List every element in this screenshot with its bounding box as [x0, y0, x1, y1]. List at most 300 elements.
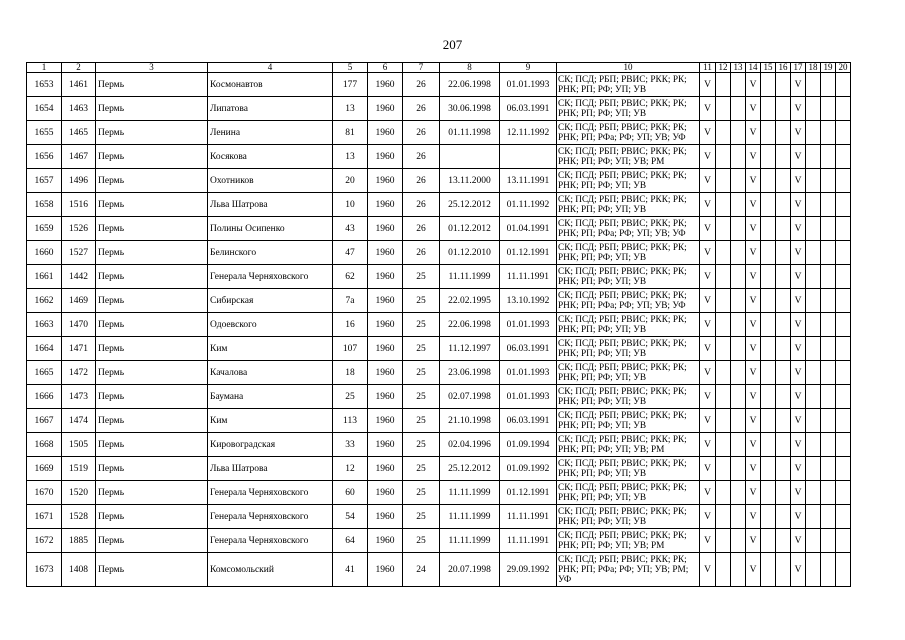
mark-cell-13	[731, 121, 746, 145]
row-number: 1662	[27, 289, 62, 313]
date-cell	[440, 145, 500, 169]
code-cell: 25	[403, 505, 440, 529]
date-cell-2: 01.11.1992	[500, 193, 557, 217]
mark-cell-15	[761, 313, 776, 337]
mark-cell-16	[776, 169, 791, 193]
date-cell: 20.07.1998	[440, 553, 500, 587]
mark-cell-14: V	[746, 241, 761, 265]
mark-cell-15	[761, 73, 776, 97]
mark-cell-14: V	[746, 409, 761, 433]
row-number: 1659	[27, 217, 62, 241]
code-cell: 25	[403, 289, 440, 313]
city-cell: Пермь	[96, 529, 208, 553]
mark-cell-18	[806, 457, 821, 481]
column-header-8: 8	[440, 63, 500, 73]
mark-cell-15	[761, 97, 776, 121]
column-header-9: 9	[500, 63, 557, 73]
house-number: 107	[333, 337, 368, 361]
mark-cell-18	[806, 169, 821, 193]
table-row	[27, 169, 851, 193]
codes-cell: СК; ПСД; РБП; РВИС; РКК; РК; РНК; РП; РФа; РФ; УП; УВ; УФ	[557, 289, 700, 313]
codes-cell: СК; ПСД; РБП; РВИС; РКК; РК; РНК; РП; РФ; УП; УВ	[557, 505, 700, 529]
code-cell: 26	[403, 73, 440, 97]
table-row	[27, 457, 851, 481]
mark-cell-18	[806, 289, 821, 313]
code-cell: 26	[403, 193, 440, 217]
mark-cell-19	[821, 121, 836, 145]
mark-cell-17: V	[791, 217, 806, 241]
mark-cell-18	[806, 433, 821, 457]
mark-cell-19	[821, 337, 836, 361]
mark-cell-18	[806, 97, 821, 121]
year-cell: 1960	[368, 457, 403, 481]
mark-cell-12	[716, 481, 731, 505]
row-number: 1669	[27, 457, 62, 481]
year-cell: 1960	[368, 289, 403, 313]
date-cell-2: 01.09.1992	[500, 457, 557, 481]
mark-cell-14: V	[746, 145, 761, 169]
mark-cell-16	[776, 385, 791, 409]
mark-cell-15	[761, 457, 776, 481]
record-id: 1469	[62, 289, 96, 313]
record-id: 1465	[62, 121, 96, 145]
mark-cell-17: V	[791, 361, 806, 385]
house-number: 43	[333, 217, 368, 241]
house-number: 13	[333, 145, 368, 169]
column-header-3: 3	[96, 63, 208, 73]
registry-table	[26, 62, 851, 587]
record-id: 1473	[62, 385, 96, 409]
year-cell: 1960	[368, 121, 403, 145]
date-cell-2: 13.10.1992	[500, 289, 557, 313]
date-cell-2: 01.12.1991	[500, 241, 557, 265]
table-row	[27, 529, 851, 553]
year-cell: 1960	[368, 529, 403, 553]
mark-cell-20	[836, 169, 851, 193]
mark-cell-15	[761, 145, 776, 169]
mark-cell-13	[731, 217, 746, 241]
date-cell-2: 01.01.1993	[500, 361, 557, 385]
mark-cell-17: V	[791, 505, 806, 529]
row-number: 1654	[27, 97, 62, 121]
column-header-11: 11	[700, 63, 716, 73]
mark-cell-11: V	[700, 385, 716, 409]
record-id: 1528	[62, 505, 96, 529]
table-row	[27, 505, 851, 529]
house-number: 33	[333, 433, 368, 457]
mark-cell-14: V	[746, 433, 761, 457]
date-cell-2: 01.09.1994	[500, 433, 557, 457]
mark-cell-11: V	[700, 481, 716, 505]
mark-cell-20	[836, 505, 851, 529]
mark-cell-18	[806, 145, 821, 169]
street-cell: Комсомольский	[208, 553, 333, 587]
mark-cell-12	[716, 193, 731, 217]
city-cell: Пермь	[96, 217, 208, 241]
row-number: 1660	[27, 241, 62, 265]
record-id: 1496	[62, 169, 96, 193]
table-row	[27, 553, 851, 587]
mark-cell-15	[761, 529, 776, 553]
city-cell: Пермь	[96, 313, 208, 337]
mark-cell-13	[731, 361, 746, 385]
mark-cell-18	[806, 265, 821, 289]
date-cell: 11.11.1999	[440, 505, 500, 529]
mark-cell-20	[836, 241, 851, 265]
mark-cell-15	[761, 481, 776, 505]
mark-cell-11: V	[700, 145, 716, 169]
code-cell: 26	[403, 97, 440, 121]
code-cell: 26	[403, 145, 440, 169]
row-number: 1673	[27, 553, 62, 587]
mark-cell-17: V	[791, 481, 806, 505]
street-cell: Ким	[208, 337, 333, 361]
code-cell: 25	[403, 481, 440, 505]
date-cell: 25.12.2012	[440, 457, 500, 481]
mark-cell-15	[761, 217, 776, 241]
mark-cell-19	[821, 73, 836, 97]
mark-cell-12	[716, 217, 731, 241]
city-cell: Пермь	[96, 385, 208, 409]
city-cell: Пермь	[96, 265, 208, 289]
street-cell: Одоевского	[208, 313, 333, 337]
house-number: 62	[333, 265, 368, 289]
date-cell: 11.11.1999	[440, 265, 500, 289]
mark-cell-16	[776, 121, 791, 145]
row-number: 1664	[27, 337, 62, 361]
mark-cell-15	[761, 289, 776, 313]
mark-cell-18	[806, 385, 821, 409]
date-cell: 11.12.1997	[440, 337, 500, 361]
mark-cell-16	[776, 241, 791, 265]
street-cell: Космонавтов	[208, 73, 333, 97]
codes-cell: СК; ПСД; РБП; РВИС; РКК; РК; РНК; РП; РФ; УП; УВ	[557, 241, 700, 265]
table-row	[27, 361, 851, 385]
mark-cell-18	[806, 361, 821, 385]
record-id: 1519	[62, 457, 96, 481]
date-cell: 01.11.1998	[440, 121, 500, 145]
mark-cell-13	[731, 337, 746, 361]
mark-cell-17: V	[791, 289, 806, 313]
date-cell: 25.12.2012	[440, 193, 500, 217]
mark-cell-17: V	[791, 313, 806, 337]
mark-cell-16	[776, 313, 791, 337]
mark-cell-19	[821, 553, 836, 587]
record-id: 1526	[62, 217, 96, 241]
mark-cell-11: V	[700, 361, 716, 385]
mark-cell-12	[716, 121, 731, 145]
mark-cell-17: V	[791, 265, 806, 289]
table-row	[27, 217, 851, 241]
mark-cell-13	[731, 289, 746, 313]
codes-cell: СК; ПСД; РБП; РВИС; РКК; РК; РНК; РП; РФа; РФ; УП; УВ; УФ	[557, 217, 700, 241]
mark-cell-17: V	[791, 73, 806, 97]
street-cell: Баумана	[208, 385, 333, 409]
table-row	[27, 121, 851, 145]
date-cell: 22.06.1998	[440, 313, 500, 337]
date-cell: 11.11.1999	[440, 481, 500, 505]
mark-cell-20	[836, 529, 851, 553]
mark-cell-15	[761, 265, 776, 289]
mark-cell-13	[731, 529, 746, 553]
mark-cell-13	[731, 457, 746, 481]
mark-cell-18	[806, 217, 821, 241]
date-cell: 01.12.2012	[440, 217, 500, 241]
mark-cell-15	[761, 121, 776, 145]
row-number: 1663	[27, 313, 62, 337]
mark-cell-12	[716, 553, 731, 587]
year-cell: 1960	[368, 361, 403, 385]
codes-cell: СК; ПСД; РБП; РВИС; РКК; РК; РНК; РП; РФ; УП; УВ; РМ	[557, 529, 700, 553]
year-cell: 1960	[368, 481, 403, 505]
column-header-6: 6	[368, 63, 403, 73]
date-cell: 22.06.1998	[440, 73, 500, 97]
mark-cell-16	[776, 73, 791, 97]
mark-cell-19	[821, 241, 836, 265]
mark-cell-20	[836, 217, 851, 241]
codes-cell: СК; ПСД; РБП; РВИС; РКК; РК; РНК; РП; РФ; УП; УВ	[557, 313, 700, 337]
house-number: 113	[333, 409, 368, 433]
mark-cell-13	[731, 505, 746, 529]
street-cell: Льва Шатрова	[208, 457, 333, 481]
mark-cell-16	[776, 553, 791, 587]
codes-cell: СК; ПСД; РБП; РВИС; РКК; РК; РНК; РП; РФ; УП; УВ	[557, 457, 700, 481]
mark-cell-20	[836, 265, 851, 289]
date-cell-2: 01.01.1993	[500, 73, 557, 97]
house-number: 7а	[333, 289, 368, 313]
year-cell: 1960	[368, 553, 403, 587]
table-body	[27, 63, 851, 587]
column-header-1: 1	[27, 63, 62, 73]
date-cell-2: 01.12.1991	[500, 481, 557, 505]
column-header-17: 17	[791, 63, 806, 73]
codes-cell: СК; ПСД; РБП; РВИС; РКК; РК; РНК; РП; РФ; УП; УВ	[557, 169, 700, 193]
street-cell: Охотников	[208, 169, 333, 193]
street-cell: Косякова	[208, 145, 333, 169]
mark-cell-18	[806, 505, 821, 529]
city-cell: Пермь	[96, 121, 208, 145]
codes-cell: СК; ПСД; РБП; РВИС; РКК; РК; РНК; РП; РФ; УП; УВ	[557, 97, 700, 121]
mark-cell-14: V	[746, 121, 761, 145]
record-id: 1474	[62, 409, 96, 433]
mark-cell-17: V	[791, 457, 806, 481]
mark-cell-11: V	[700, 505, 716, 529]
date-cell-2: 13.11.1991	[500, 169, 557, 193]
mark-cell-15	[761, 385, 776, 409]
record-id: 1505	[62, 433, 96, 457]
city-cell: Пермь	[96, 145, 208, 169]
house-number: 41	[333, 553, 368, 587]
page-number: 207	[442, 37, 463, 52]
mark-cell-11: V	[700, 337, 716, 361]
mark-cell-13	[731, 409, 746, 433]
mark-cell-17: V	[791, 337, 806, 361]
row-number: 1653	[27, 73, 62, 97]
row-number: 1655	[27, 121, 62, 145]
street-cell: Кировоградская	[208, 433, 333, 457]
code-cell: 26	[403, 169, 440, 193]
mark-cell-18	[806, 121, 821, 145]
mark-cell-16	[776, 457, 791, 481]
street-cell: Генерала Черняховского	[208, 529, 333, 553]
mark-cell-12	[716, 73, 731, 97]
column-header-2: 2	[62, 63, 96, 73]
record-id: 1442	[62, 265, 96, 289]
mark-cell-19	[821, 433, 836, 457]
record-id: 1470	[62, 313, 96, 337]
mark-cell-19	[821, 265, 836, 289]
mark-cell-16	[776, 505, 791, 529]
codes-cell: СК; ПСД; РБП; РВИС; РКК; РК; РНК; РП; РФ; УП; УВ; РМ	[557, 433, 700, 457]
header-row	[27, 63, 851, 73]
street-cell: Ким	[208, 409, 333, 433]
street-cell: Льва Шатрова	[208, 193, 333, 217]
mark-cell-14: V	[746, 73, 761, 97]
codes-cell: СК; ПСД; РБП; РВИС; РКК; РК; РНК; РП; РФ; УП; УВ	[557, 265, 700, 289]
mark-cell-16	[776, 433, 791, 457]
mark-cell-15	[761, 241, 776, 265]
mark-cell-14: V	[746, 337, 761, 361]
mark-cell-13	[731, 241, 746, 265]
mark-cell-12	[716, 409, 731, 433]
table-row	[27, 289, 851, 313]
city-cell: Пермь	[96, 73, 208, 97]
mark-cell-11: V	[700, 241, 716, 265]
date-cell-2: 01.01.1993	[500, 385, 557, 409]
house-number: 20	[333, 169, 368, 193]
date-cell-2: 11.11.1991	[500, 505, 557, 529]
row-number: 1670	[27, 481, 62, 505]
code-cell: 25	[403, 337, 440, 361]
date-cell: 22.02.1995	[440, 289, 500, 313]
mark-cell-20	[836, 145, 851, 169]
city-cell: Пермь	[96, 553, 208, 587]
mark-cell-20	[836, 289, 851, 313]
year-cell: 1960	[368, 265, 403, 289]
mark-cell-11: V	[700, 433, 716, 457]
record-id: 1463	[62, 97, 96, 121]
codes-cell: СК; ПСД; РБП; РВИС; РКК; РК; РНК; РП; РФ; УП; УВ	[557, 337, 700, 361]
mark-cell-19	[821, 481, 836, 505]
mark-cell-20	[836, 361, 851, 385]
table-row	[27, 97, 851, 121]
row-number: 1666	[27, 385, 62, 409]
column-header-5: 5	[333, 63, 368, 73]
row-number: 1668	[27, 433, 62, 457]
mark-cell-12	[716, 145, 731, 169]
house-number: 16	[333, 313, 368, 337]
column-header-14: 14	[746, 63, 761, 73]
mark-cell-20	[836, 481, 851, 505]
mark-cell-17: V	[791, 97, 806, 121]
mark-cell-19	[821, 529, 836, 553]
table-row	[27, 433, 851, 457]
code-cell: 25	[403, 409, 440, 433]
mark-cell-20	[836, 433, 851, 457]
mark-cell-15	[761, 361, 776, 385]
row-number: 1671	[27, 505, 62, 529]
mark-cell-18	[806, 409, 821, 433]
mark-cell-19	[821, 145, 836, 169]
house-number: 25	[333, 385, 368, 409]
record-id: 1885	[62, 529, 96, 553]
mark-cell-13	[731, 73, 746, 97]
table-row	[27, 385, 851, 409]
mark-cell-14: V	[746, 217, 761, 241]
mark-cell-17: V	[791, 193, 806, 217]
street-cell: Сибирская	[208, 289, 333, 313]
mark-cell-16	[776, 145, 791, 169]
table-row	[27, 145, 851, 169]
mark-cell-15	[761, 553, 776, 587]
mark-cell-11: V	[700, 265, 716, 289]
year-cell: 1960	[368, 433, 403, 457]
column-header-20: 20	[836, 63, 851, 73]
table-row	[27, 265, 851, 289]
mark-cell-16	[776, 361, 791, 385]
mark-cell-14: V	[746, 265, 761, 289]
date-cell: 02.07.1998	[440, 385, 500, 409]
codes-cell: СК; ПСД; РБП; РВИС; РКК; РК; РНК; РП; РФа; РФ; УП; УВ; РМ; УФ	[557, 553, 700, 587]
row-number: 1658	[27, 193, 62, 217]
codes-cell: СК; ПСД; РБП; РВИС; РКК; РК; РНК; РП; РФ; УП; УВ	[557, 73, 700, 97]
mark-cell-17: V	[791, 145, 806, 169]
codes-cell: СК; ПСД; РБП; РВИС; РКК; РК; РНК; РП; РФ; УП; УВ	[557, 193, 700, 217]
mark-cell-18	[806, 481, 821, 505]
street-cell: Белинского	[208, 241, 333, 265]
mark-cell-16	[776, 529, 791, 553]
mark-cell-11: V	[700, 217, 716, 241]
row-number: 1657	[27, 169, 62, 193]
street-cell: Генерала Черняховского	[208, 265, 333, 289]
mark-cell-17: V	[791, 385, 806, 409]
mark-cell-18	[806, 193, 821, 217]
mark-cell-19	[821, 361, 836, 385]
date-cell-2: 06.03.1991	[500, 409, 557, 433]
code-cell: 25	[403, 265, 440, 289]
mark-cell-20	[836, 193, 851, 217]
year-cell: 1960	[368, 385, 403, 409]
mark-cell-17: V	[791, 121, 806, 145]
mark-cell-18	[806, 313, 821, 337]
record-id: 1471	[62, 337, 96, 361]
mark-cell-15	[761, 337, 776, 361]
house-number: 10	[333, 193, 368, 217]
mark-cell-19	[821, 289, 836, 313]
year-cell: 1960	[368, 145, 403, 169]
mark-cell-11: V	[700, 553, 716, 587]
code-cell: 25	[403, 529, 440, 553]
record-id: 1516	[62, 193, 96, 217]
mark-cell-19	[821, 217, 836, 241]
mark-cell-17: V	[791, 169, 806, 193]
date-cell-2: 06.03.1991	[500, 337, 557, 361]
row-number: 1665	[27, 361, 62, 385]
table-row	[27, 193, 851, 217]
mark-cell-14: V	[746, 457, 761, 481]
date-cell: 30.06.1998	[440, 97, 500, 121]
mark-cell-13	[731, 193, 746, 217]
mark-cell-15	[761, 433, 776, 457]
mark-cell-16	[776, 97, 791, 121]
mark-cell-16	[776, 289, 791, 313]
city-cell: Пермь	[96, 505, 208, 529]
mark-cell-18	[806, 241, 821, 265]
row-number: 1672	[27, 529, 62, 553]
year-cell: 1960	[368, 313, 403, 337]
codes-cell: СК; ПСД; РБП; РВИС; РКК; РК; РНК; РП; РФ; УП; УВ	[557, 385, 700, 409]
codes-cell: СК; ПСД; РБП; РВИС; РКК; РК; РНК; РП; РФ; УП; УВ	[557, 481, 700, 505]
